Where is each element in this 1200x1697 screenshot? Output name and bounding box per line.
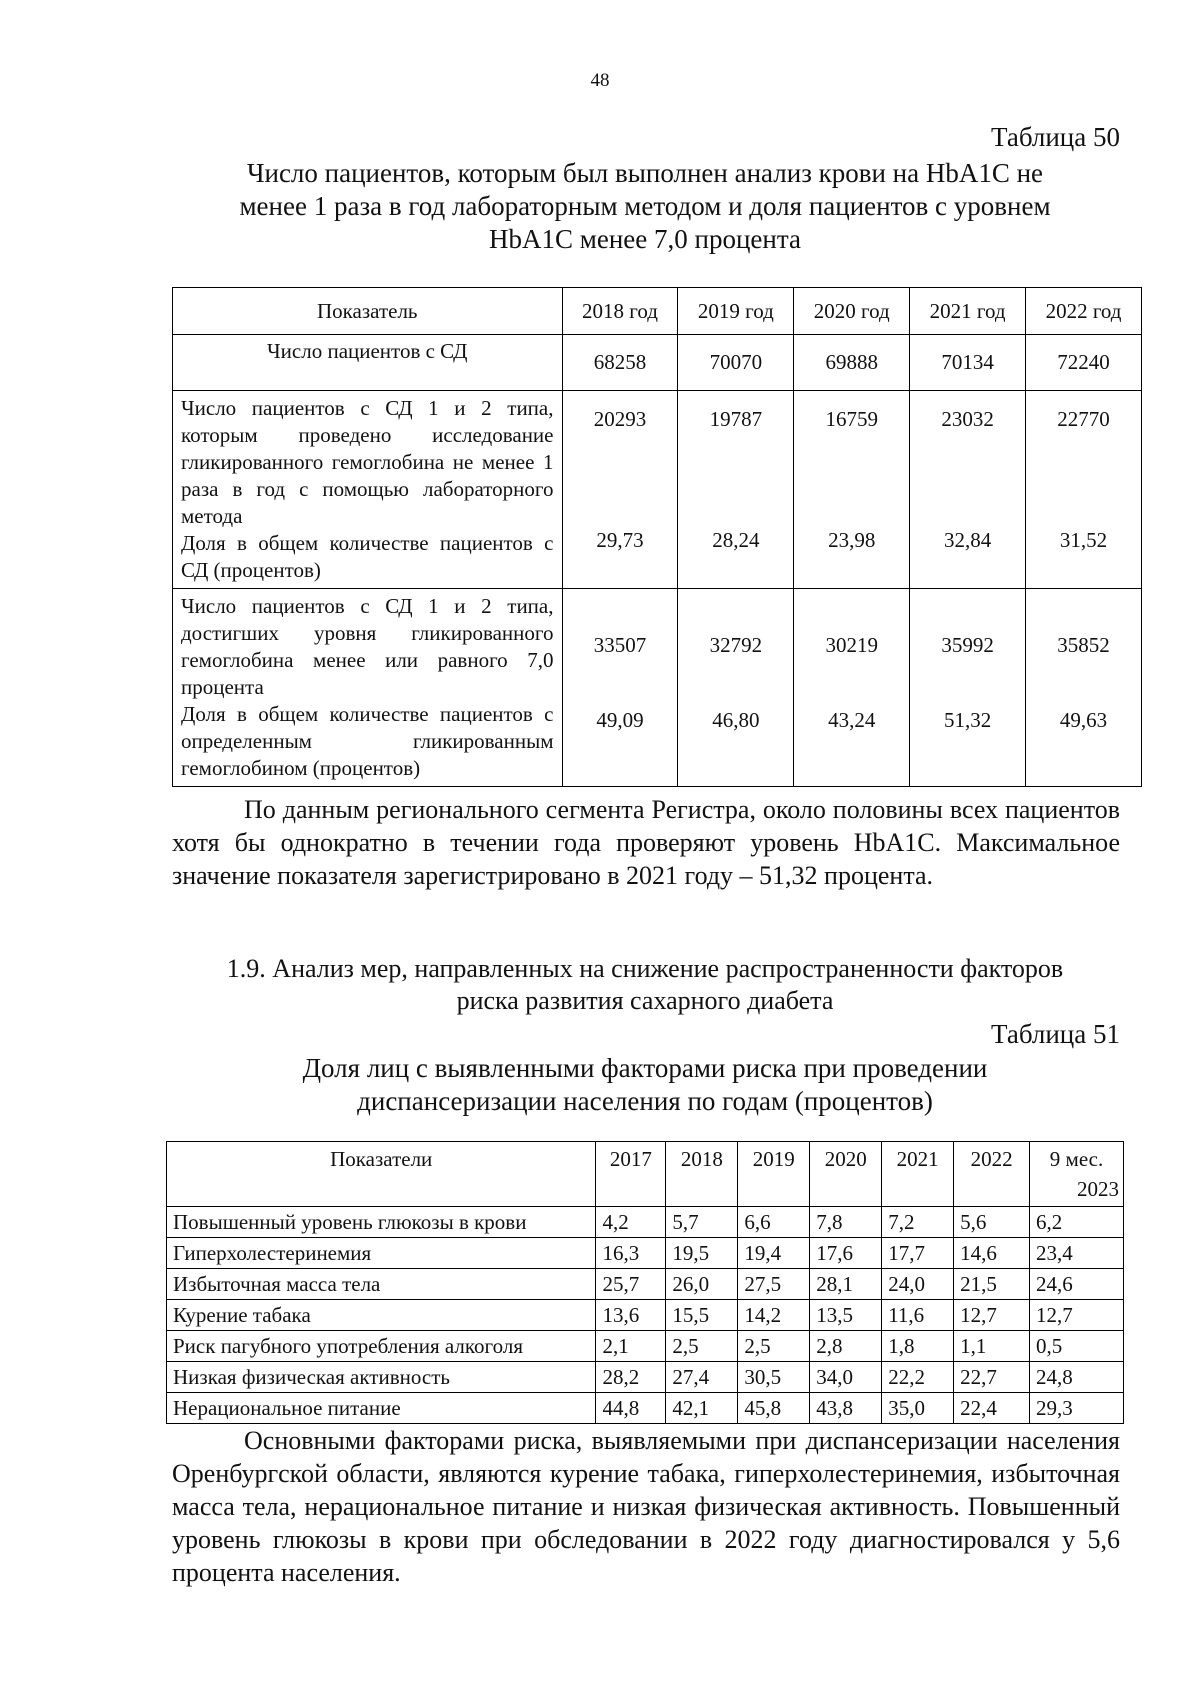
cell: 70134 — [910, 335, 1026, 391]
header-cell: 2021 год — [910, 288, 1026, 335]
cell: 26,0 — [666, 1269, 738, 1300]
cell: 15,5 — [666, 1300, 738, 1331]
header-cell: 2017 — [596, 1142, 666, 1207]
cell: 19,5 — [666, 1238, 738, 1269]
cell: 21,5 — [954, 1269, 1030, 1300]
cell: 12,7 — [1030, 1300, 1124, 1331]
header-cell: Показатель — [173, 288, 563, 335]
table-50-title-line: менее 1 раза в год лабораторным методом и доля пациентов с уровнем — [239, 191, 1051, 221]
table-51-title — [150, 1052, 1140, 1118]
cell: 30,5 — [738, 1362, 810, 1393]
table-row — [167, 1207, 1124, 1238]
header-cell: 2019 — [738, 1142, 810, 1207]
header-cell: 2018 год — [562, 288, 678, 335]
cell-pair — [794, 391, 910, 589]
header-cell — [1030, 1142, 1124, 1207]
cell-pair — [562, 391, 678, 589]
cell: 24,8 — [1030, 1362, 1124, 1393]
cell: 70070 — [678, 335, 794, 391]
cell-pair — [1026, 391, 1142, 589]
cell: 22,7 — [954, 1362, 1030, 1393]
cell: 33507 — [593, 633, 647, 657]
cell: 1,1 — [954, 1331, 1030, 1362]
row-label — [173, 391, 563, 589]
table-row — [173, 391, 1142, 589]
header-cell: 2018 — [666, 1142, 738, 1207]
section-heading-line: риска развития сахарного диабета — [456, 986, 834, 1015]
cell: 32,84 — [943, 528, 992, 552]
row-label: Нерациональное питание — [167, 1393, 596, 1424]
cell: 1,8 — [882, 1331, 954, 1362]
header-cell: Показатели — [167, 1142, 596, 1207]
page-number: 48 — [590, 70, 610, 91]
cell: 7,2 — [882, 1207, 954, 1238]
cell: 32792 — [709, 633, 763, 657]
header-cell: 2022 год — [1026, 288, 1142, 335]
header-cell: 2019 год — [678, 288, 794, 335]
cell: 28,1 — [810, 1269, 882, 1300]
cell: 27,4 — [666, 1362, 738, 1393]
cell: 11,6 — [882, 1300, 954, 1331]
table-row — [167, 1238, 1124, 1269]
cell: 17,7 — [882, 1238, 954, 1269]
cell: 7,8 — [810, 1207, 882, 1238]
cell: 2,5 — [738, 1331, 810, 1362]
cell: 24,6 — [1030, 1269, 1124, 1300]
table-50-label: Таблица 50 — [991, 122, 1120, 152]
cell-pair — [910, 589, 1026, 787]
cell: 46,80 — [712, 708, 760, 732]
cell: 22770 — [1057, 407, 1110, 431]
table-50-title-line: HbA1C менее 7,0 процента — [489, 224, 801, 254]
cell: 17,6 — [810, 1238, 882, 1269]
section-heading — [150, 953, 1140, 1017]
cell: 13,6 — [596, 1300, 666, 1331]
cell: 24,0 — [882, 1269, 954, 1300]
cell: 35992 — [941, 633, 994, 657]
cell: 49,09 — [596, 708, 644, 732]
table-row — [167, 1331, 1124, 1362]
cell: 23,4 — [1030, 1238, 1124, 1269]
cell: 35852 — [1057, 633, 1110, 657]
header-cell: 2020 год — [794, 288, 910, 335]
table-header-row — [167, 1142, 1124, 1207]
cell-pair — [678, 589, 794, 787]
header-cell-line: 9 мес. — [1049, 1147, 1104, 1171]
cell: 2,5 — [666, 1331, 738, 1362]
cell: 43,24 — [828, 708, 876, 732]
header-cell-line: 2023 — [1077, 1177, 1119, 1201]
cell: 22,4 — [954, 1393, 1030, 1424]
table-row — [173, 589, 1142, 787]
cell: 42,1 — [666, 1393, 738, 1424]
cell: 5,7 — [666, 1207, 738, 1238]
cell: 25,7 — [596, 1269, 666, 1300]
cell: 12,7 — [954, 1300, 1030, 1331]
cell: 6,2 — [1030, 1207, 1124, 1238]
table-50-title — [150, 157, 1140, 256]
row-label-part: Доля в общем количестве пациентов с СД (процентов) — [181, 531, 554, 582]
cell: 31,52 — [1059, 528, 1108, 552]
table-header-row — [173, 288, 1142, 335]
row-label-part: Доля в общем количестве пациентов с определенным гликированным гемоглобином (процентов) — [181, 702, 554, 780]
cell: 16,3 — [596, 1238, 666, 1269]
cell: 19787 — [709, 407, 763, 431]
section-heading-line: 1.9. Анализ мер, направленных на снижение распространенности факторов — [226, 954, 1064, 983]
row-label: Повышенный уровень глюкозы в крови — [167, 1207, 596, 1238]
table-row — [167, 1300, 1124, 1331]
cell-pair — [794, 589, 910, 787]
row-label-part: Число пациентов с СД 1 и 2 типа, которым проведено исследование гликированного гемоглобина не менее 1 раза в год с помощью лабораторного метода — [181, 396, 554, 528]
cell: 30219 — [825, 633, 878, 657]
cell: 6,6 — [738, 1207, 810, 1238]
row-label: Избыточная масса тела — [167, 1269, 596, 1300]
cell-pair — [1026, 589, 1142, 787]
cell: 69888 — [794, 335, 910, 391]
cell-pair — [910, 391, 1026, 589]
cell: 2,1 — [596, 1331, 666, 1362]
row-label: Курение табака — [167, 1300, 596, 1331]
table-row — [167, 1362, 1124, 1393]
cell: 51,32 — [943, 708, 992, 732]
paragraph: Основными факторами риска, выявляемыми при диспансеризации населения Оренбургской области, являются курение табака, гиперхолестеринемия, избыточная масса тела, нерациональное питание и низкая физическая активность. Повышенный уровень глюкозы в крови при обследовании в 2022 году диагностировался у 5,6 процента населения. — [172, 1426, 1120, 1587]
cell: 29,73 — [596, 528, 644, 552]
cell: 44,8 — [596, 1393, 666, 1424]
cell: 13,5 — [810, 1300, 882, 1331]
row-label: Число пациентов с СД — [173, 335, 563, 391]
cell: 19,4 — [738, 1238, 810, 1269]
cell: 34,0 — [810, 1362, 882, 1393]
cell: 0,5 — [1030, 1331, 1124, 1362]
header-cell: 2022 — [954, 1142, 1030, 1207]
cell-pair — [678, 391, 794, 589]
table-50-title-line: Число пациентов, которым был выполнен анализ крови на HbA1C не — [246, 158, 1044, 188]
table-51-label: Таблица 51 — [991, 1019, 1120, 1049]
table-50 — [172, 287, 1142, 787]
paragraph: По данным регионального сегмента Регистра, около половины всех пациентов хотя бы однократно в течении года проверяют уровень HbA1C. Максимальное значение показателя зарегистрировано в 2021 году – 51,32 процента. — [172, 795, 1120, 890]
cell: 2,8 — [810, 1331, 882, 1362]
row-label-part: Число пациентов с СД 1 и 2 типа, достигших уровня гликированного гемоглобина менее или равного 7,0 процента — [181, 594, 554, 699]
cell-pair — [562, 589, 678, 787]
header-cell: 2020 — [810, 1142, 882, 1207]
cell: 68258 — [562, 335, 678, 391]
table-51-title-line: Доля лиц с выявленными факторами риска при проведении — [302, 1053, 988, 1083]
cell: 14,2 — [738, 1300, 810, 1331]
row-label: Низкая физическая активность — [167, 1362, 596, 1393]
table-row — [167, 1269, 1124, 1300]
header-cell: 2021 — [882, 1142, 954, 1207]
row-label: Риск пагубного употребления алкоголя — [167, 1331, 596, 1362]
cell: 45,8 — [738, 1393, 810, 1424]
row-label: Гиперхолестеринемия — [167, 1238, 596, 1269]
cell: 27,5 — [738, 1269, 810, 1300]
table-51-title-line: диспансеризации населения по годам (процентов) — [357, 1086, 933, 1116]
cell: 23,98 — [828, 528, 876, 552]
cell: 22,2 — [882, 1362, 954, 1393]
cell: 16759 — [825, 407, 878, 431]
table-51 — [166, 1141, 1124, 1424]
cell: 28,2 — [596, 1362, 666, 1393]
cell: 14,6 — [954, 1238, 1030, 1269]
cell: 49,63 — [1059, 708, 1108, 732]
cell: 43,8 — [810, 1393, 882, 1424]
cell: 28,24 — [712, 528, 760, 552]
cell: 29,3 — [1030, 1393, 1124, 1424]
cell: 5,6 — [954, 1207, 1030, 1238]
cell: 72240 — [1026, 335, 1142, 391]
cell: 23032 — [941, 407, 994, 431]
cell: 35,0 — [882, 1393, 954, 1424]
cell: 4,2 — [596, 1207, 666, 1238]
cell: 20293 — [593, 407, 647, 431]
row-label — [173, 589, 563, 787]
table-row — [167, 1393, 1124, 1424]
table-row — [173, 335, 1142, 391]
